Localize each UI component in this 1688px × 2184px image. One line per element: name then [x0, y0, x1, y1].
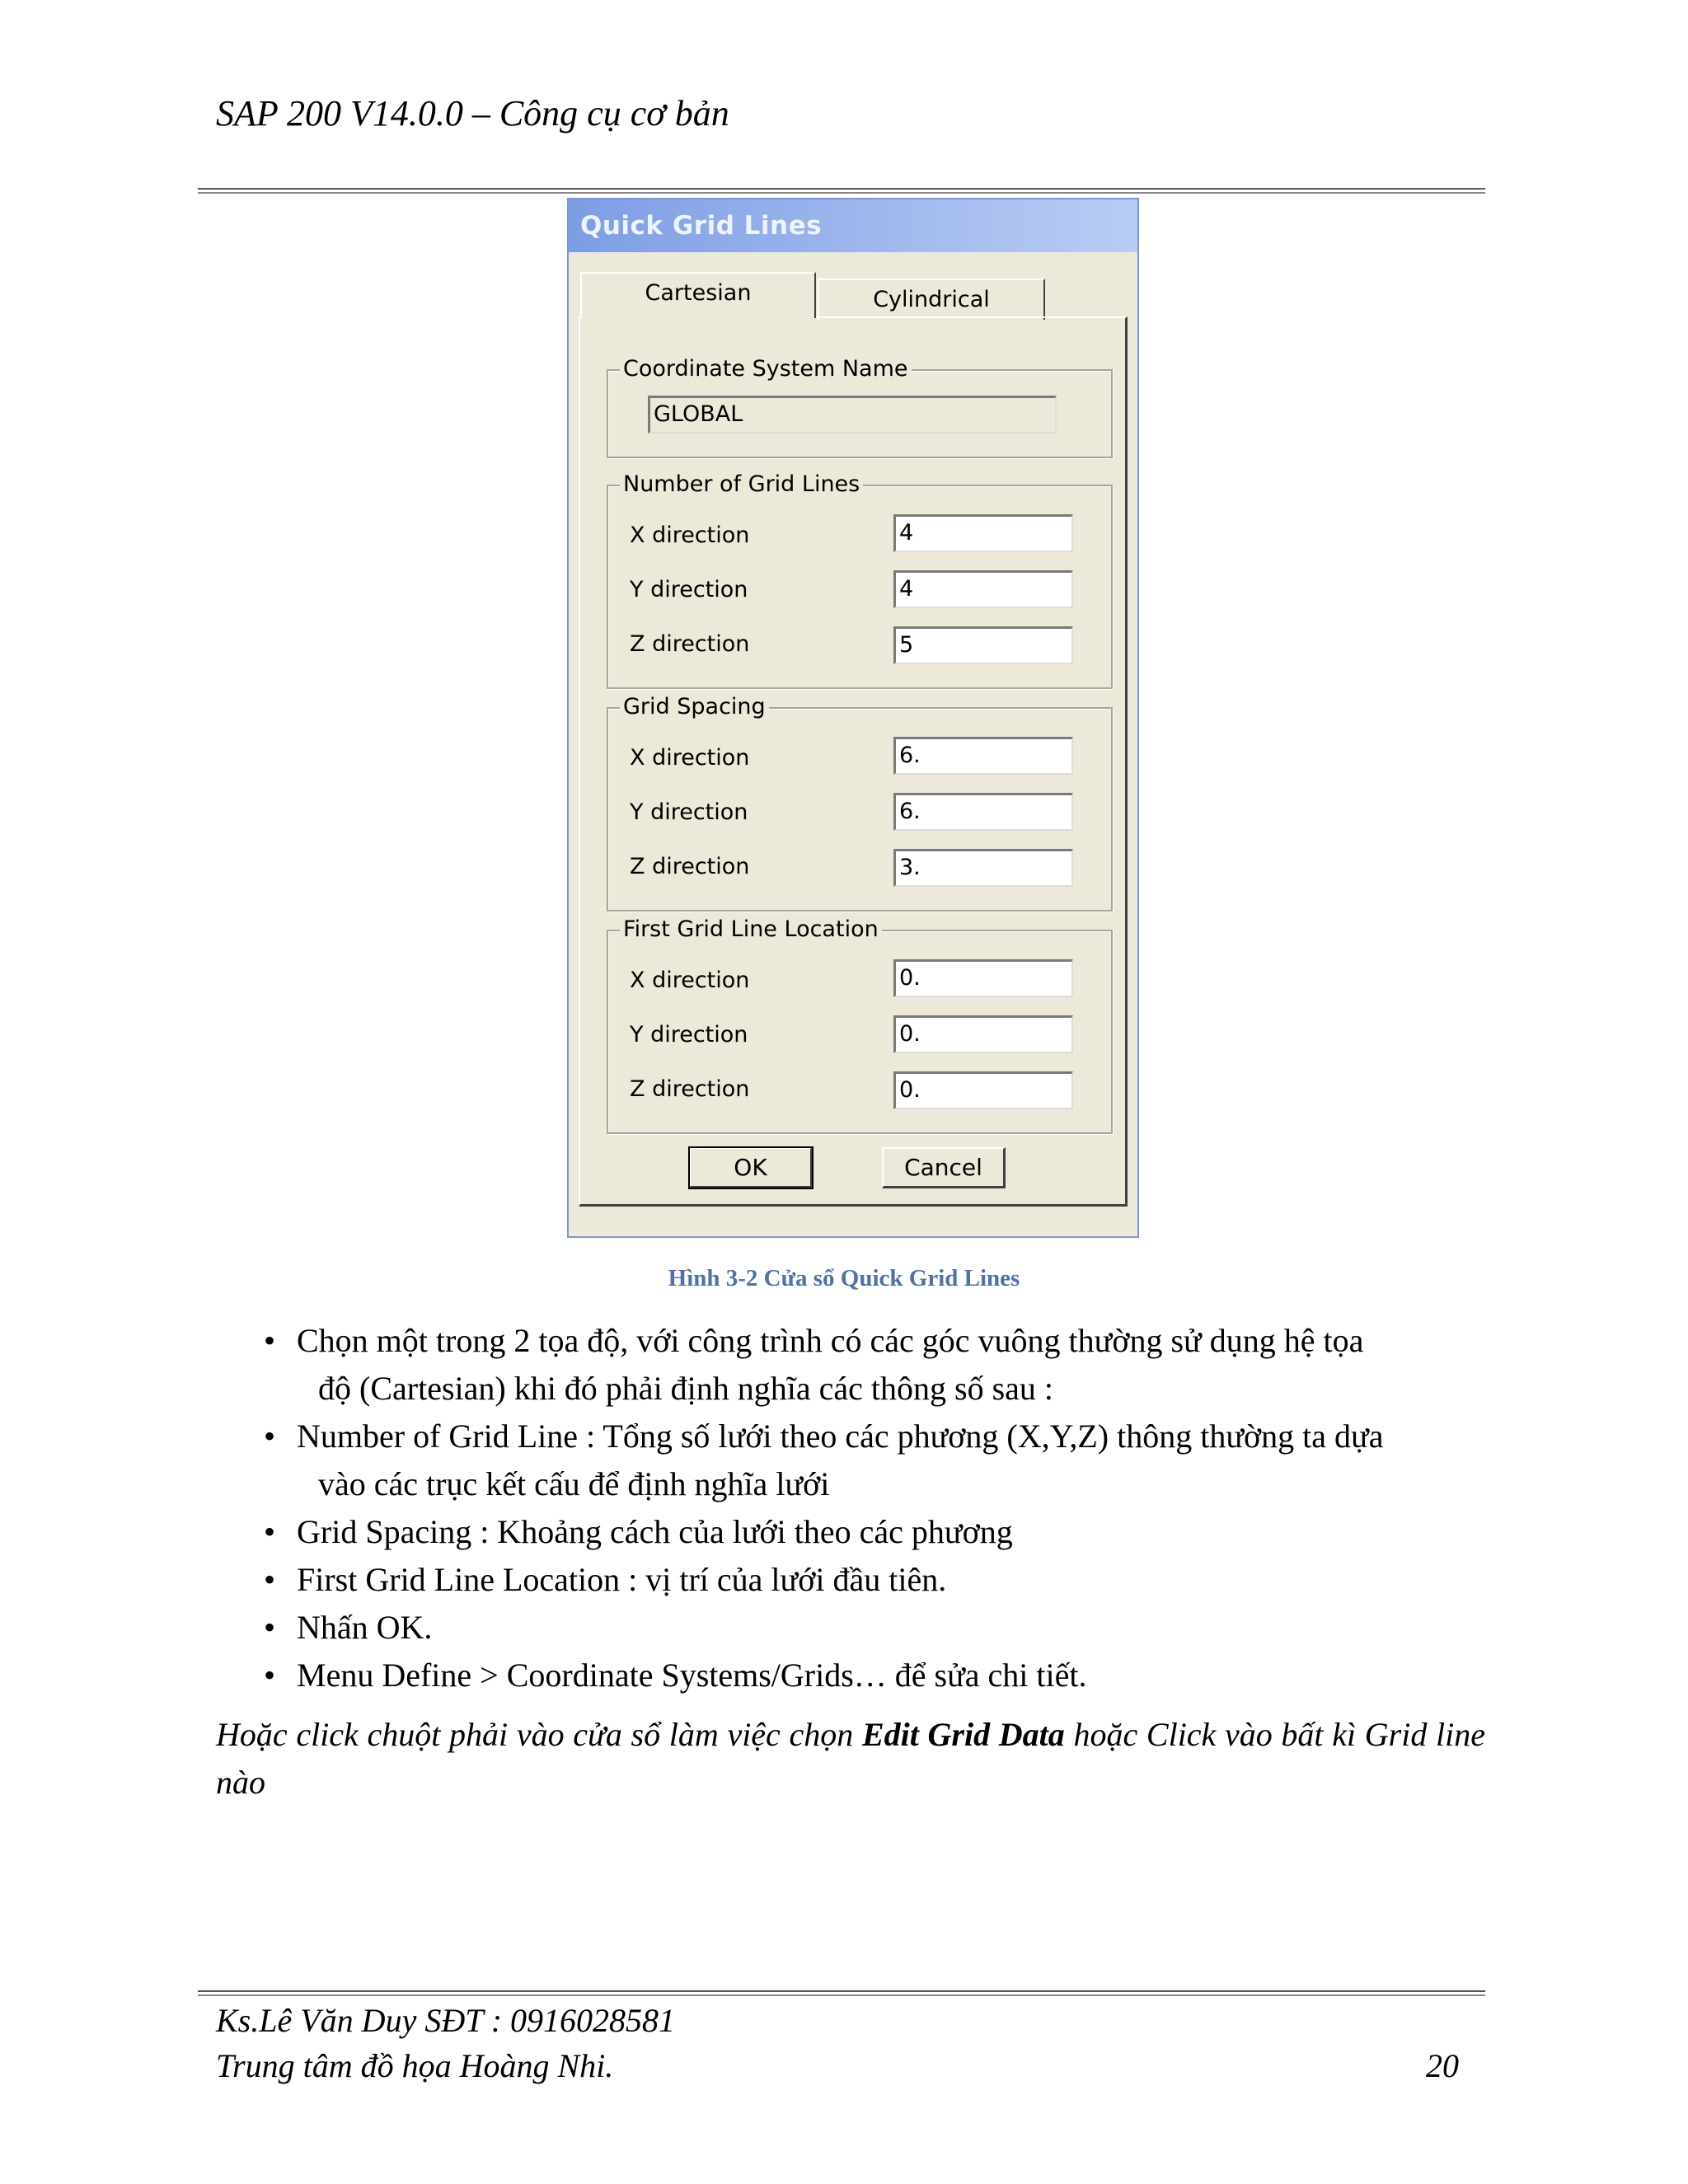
label-y-direction: Y direction	[630, 1022, 748, 1047]
list-item-line1: Menu Define > Coordinate Systems/Grids… để sửa chi tiết.	[297, 1657, 1087, 1694]
coordinate-system-name-field[interactable]: GLOBAL	[648, 396, 1057, 434]
ok-button[interactable]: OK	[689, 1147, 813, 1188]
group-legend: Number of Grid Lines	[620, 470, 863, 499]
location-y-direction-input[interactable]: 0.	[893, 1015, 1073, 1053]
group-grid-spacing	[607, 694, 1113, 912]
list-item-line1: Nhấn OK.	[297, 1609, 433, 1646]
group-legend: First Grid Line Location	[620, 915, 882, 944]
instruction-list	[264, 1317, 1485, 1699]
list-item	[264, 1413, 1485, 1508]
label-y-direction: Y direction	[630, 799, 748, 825]
group-legend: Coordinate System Name	[620, 354, 912, 384]
note-bold-text: Edit Grid Data	[861, 1716, 1065, 1753]
header-rule	[198, 188, 1485, 194]
italic-note-paragraph	[216, 1711, 1485, 1807]
label-x-direction: X direction	[630, 968, 750, 993]
number-x-direction-input[interactable]: 4	[893, 514, 1073, 552]
page-number: 20	[1426, 2047, 1459, 2084]
page-header-title: SAP 200 V14.0.0 – Công cụ cơ bản	[216, 93, 729, 134]
list-item	[264, 1604, 1485, 1652]
spacing-y-direction-input[interactable]: 6.	[893, 793, 1073, 831]
figure-caption: Hình 3-2 Cửa sổ Quick Grid Lines	[668, 1265, 1020, 1291]
label-y-direction: Y direction	[630, 577, 748, 602]
dialog-title: Quick Grid Lines	[569, 199, 1137, 252]
list-item	[264, 1556, 1485, 1604]
footer-author: Ks.Lê Văn Duy SĐT : 0916028581	[216, 2002, 676, 2039]
label-z-direction: Z direction	[630, 854, 750, 879]
label-x-direction: X direction	[630, 745, 750, 771]
list-item	[264, 1317, 1485, 1413]
group-legend: Grid Spacing	[620, 692, 769, 722]
tab-cartesian[interactable]: Cartesian	[580, 272, 816, 318]
note-text-before: Hoặc click chuột phải vào cửa sổ làm việc chọn	[216, 1716, 862, 1753]
list-item-line2: độ (Cartesian) khi đó phải định nghĩa các thông số sau :	[318, 1370, 1054, 1407]
quick-grid-lines-dialog	[567, 198, 1139, 1238]
label-z-direction: Z direction	[630, 1076, 750, 1102]
location-z-direction-input[interactable]: 0.	[893, 1071, 1073, 1109]
number-z-direction-input[interactable]: 5	[893, 626, 1073, 664]
spacing-x-direction-input[interactable]: 6.	[893, 737, 1073, 775]
spacing-z-direction-input[interactable]: 3.	[893, 849, 1073, 887]
tab-panel-cartesian	[579, 316, 1128, 1207]
location-x-direction-input[interactable]: 0.	[893, 959, 1073, 997]
label-z-direction: Z direction	[630, 631, 750, 657]
number-y-direction-input[interactable]: 4	[893, 570, 1073, 608]
note-text-after: hoặc Click vào bất kì Grid line nào	[216, 1716, 1485, 1801]
group-number-of-grid-lines	[607, 471, 1113, 689]
cancel-button[interactable]: Cancel	[882, 1147, 1006, 1188]
list-item-line1: First Grid Line Location : vị trí của lưới đầu tiên.	[297, 1561, 947, 1598]
tab-cylindrical[interactable]: Cylindrical	[818, 279, 1045, 320]
list-item-line1: Chọn một trong 2 tọa độ, với công trình có các góc vuông thường sử dụng hệ tọa	[297, 1322, 1364, 1359]
group-first-grid-line-location	[607, 916, 1113, 1134]
list-item	[264, 1508, 1485, 1556]
footer-organization: Trung tâm đồ họa Hoàng Nhi.	[216, 2047, 614, 2084]
list-item-line1: Grid Spacing : Khoảng cách của lưới theo các phương	[297, 1513, 1013, 1550]
list-item	[264, 1652, 1485, 1699]
label-x-direction: X direction	[630, 523, 750, 548]
list-item-line1: Number of Grid Line : Tổng số lưới theo các phương (X,Y,Z) thông thường ta dựa	[297, 1418, 1384, 1455]
group-coordinate-system-name	[607, 356, 1113, 458]
list-item-line2: vào các trục kết cấu để định nghĩa lưới	[318, 1465, 830, 1502]
